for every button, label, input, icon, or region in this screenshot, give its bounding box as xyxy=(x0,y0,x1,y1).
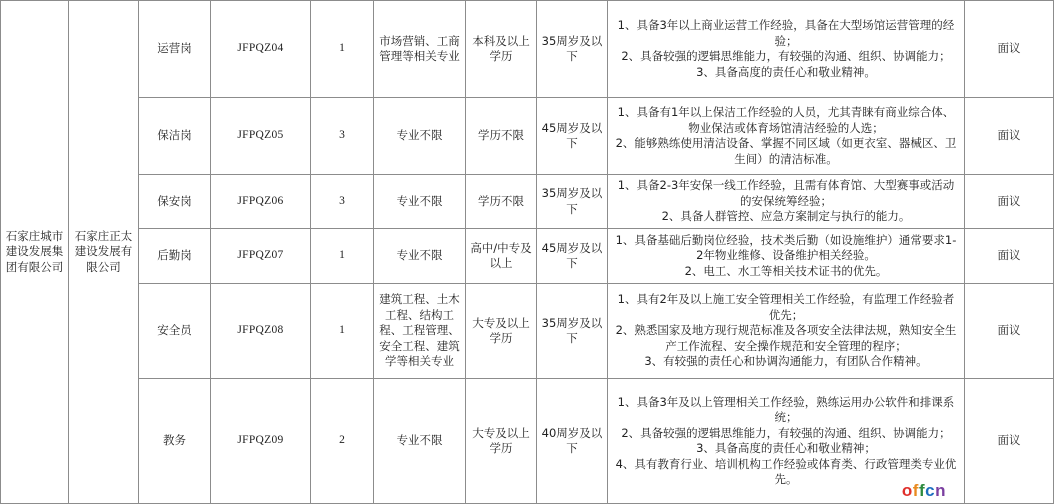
major-cell: 市场营销、工商管理等相关专业 xyxy=(374,1,466,98)
education-cell: 大专及以上学历 xyxy=(466,379,537,504)
exam-cell: 面议 xyxy=(965,229,1054,284)
age-cell: 45周岁及以下 xyxy=(537,229,608,284)
requirement-line: 1、具备有1年以上保洁工作经验的人员，尤其青睐有商业综合体、物业保洁或体育场馆清洁经验的人选； xyxy=(617,105,955,135)
group-company-cell: 石家庄城市建设发展集团有限公司 xyxy=(1,1,69,504)
requirements-cell xyxy=(608,284,965,379)
count-cell: 3 xyxy=(311,175,374,229)
requirement-line: 1、具备基础后勤岗位经验，技术类后勤（如设施维护）通常要求1-2年物业维修、设备维护相关经验。 xyxy=(615,232,957,263)
age-cell: 35周岁及以下 xyxy=(537,175,608,229)
position-cell: 后勤岗 xyxy=(139,229,211,284)
code-cell: JFPQZ09 xyxy=(211,379,311,504)
major-cell: 建筑工程、土木工程、结构工程、工程管理、安全工程、建筑学等相关专业 xyxy=(374,284,466,379)
code-cell: JFPQZ05 xyxy=(211,98,311,175)
code-cell: JFPQZ07 xyxy=(211,229,311,284)
count-cell: 2 xyxy=(311,379,374,504)
table-row xyxy=(1,98,1054,175)
exam-cell: 面议 xyxy=(965,379,1054,504)
sub-company-cell: 石家庄正太建设发展有限公司 xyxy=(69,1,139,504)
requirement-line: 1、具备3年及以上管理相关工作经验，熟练运用办公软件和排课系统； xyxy=(617,394,955,424)
major-cell: 专业不限 xyxy=(374,379,466,504)
requirement-line: 3、有较强的责任心和协调沟通能力，有团队合作精神。 xyxy=(644,354,928,369)
table-row xyxy=(1,284,1054,379)
table-row xyxy=(1,379,1054,504)
education-cell: 学历不限 xyxy=(466,175,537,229)
age-cell: 35周岁及以下 xyxy=(537,1,608,98)
major-cell: 专业不限 xyxy=(374,175,466,229)
requirement-line: 2、能够熟练使用清洁设备、掌握不同区域（如更衣室、器械区、卫生间）的清洁标准。 xyxy=(615,136,957,166)
requirements-cell xyxy=(608,175,965,229)
requirements-cell xyxy=(608,98,965,175)
code-cell: JFPQZ04 xyxy=(211,1,311,98)
count-cell: 3 xyxy=(311,98,374,175)
requirement-line: 2、电工、水工等相关技术证书的优先。 xyxy=(684,263,888,278)
requirement-line: 1、具有2年及以上施工安全管理相关工作经验，有监理工作经验者优先； xyxy=(617,292,955,322)
offcn-watermark-logo: offcn xyxy=(901,481,946,500)
age-cell: 35周岁及以下 xyxy=(537,284,608,379)
requirement-line: 2、熟悉国家及地方现行规范标准及各项安全法律法规，熟知安全生产工作流程、安全操作规范和安全管理的程序； xyxy=(615,323,957,353)
code-cell: JFPQZ06 xyxy=(211,175,311,229)
count-cell: 1 xyxy=(311,284,374,379)
requirement-line: 2、具备人群管控、应急方案制定与执行的能力。 xyxy=(661,209,911,224)
age-cell: 40周岁及以下 xyxy=(537,379,608,504)
requirement-line: 4、具有教育行业、培训机构工作经验或体育类、行政管理类专业优先。 xyxy=(615,456,957,486)
table-row xyxy=(1,175,1054,229)
age-cell: 45周岁及以下 xyxy=(537,98,608,175)
education-cell: 大专及以上学历 xyxy=(466,284,537,379)
education-cell: 学历不限 xyxy=(466,98,537,175)
code-cell: JFPQZ08 xyxy=(211,284,311,379)
exam-cell: 面议 xyxy=(965,175,1054,229)
position-cell: 保安岗 xyxy=(139,175,211,229)
major-cell: 专业不限 xyxy=(374,229,466,284)
table-row xyxy=(1,1,1054,98)
requirement-line: 2、具备较强的逻辑思维能力，有较强的沟通、组织、协调能力； xyxy=(621,49,951,63)
requirements-cell xyxy=(608,229,965,284)
requirement-line: 1、具备3年以上商业运营工作经验，具备在大型场馆运营管理的经验； xyxy=(617,18,955,48)
requirement-line: 3、具备高度的责任心和敬业精神； xyxy=(696,441,876,455)
count-cell: 1 xyxy=(311,229,374,284)
job-table-body xyxy=(1,1,1054,504)
count-cell: 1 xyxy=(311,1,374,98)
requirement-line: 2、具备较强的逻辑思维能力，有较强的沟通、组织、协调能力； xyxy=(621,425,951,440)
position-cell: 保洁岗 xyxy=(139,98,211,175)
education-cell: 本科及以上学历 xyxy=(466,1,537,98)
position-cell: 运营岗 xyxy=(139,1,211,98)
requirements-cell xyxy=(608,1,965,98)
exam-cell: 面议 xyxy=(965,1,1054,98)
requirement-line: 1、具备2-3年安保一线工作经验，且需有体育馆、大型赛事或活动的安保统筹经验； xyxy=(617,178,955,208)
position-cell: 安全员 xyxy=(139,284,211,379)
requirement-line: 3、具备高度的责任心和敬业精神。 xyxy=(696,64,876,79)
major-cell: 专业不限 xyxy=(374,98,466,175)
position-cell: 教务 xyxy=(139,379,211,504)
table-row xyxy=(1,229,1054,284)
exam-cell: 面议 xyxy=(965,98,1054,175)
education-cell: 高中/中专及以上 xyxy=(466,229,537,284)
exam-cell: 面议 xyxy=(965,284,1054,379)
